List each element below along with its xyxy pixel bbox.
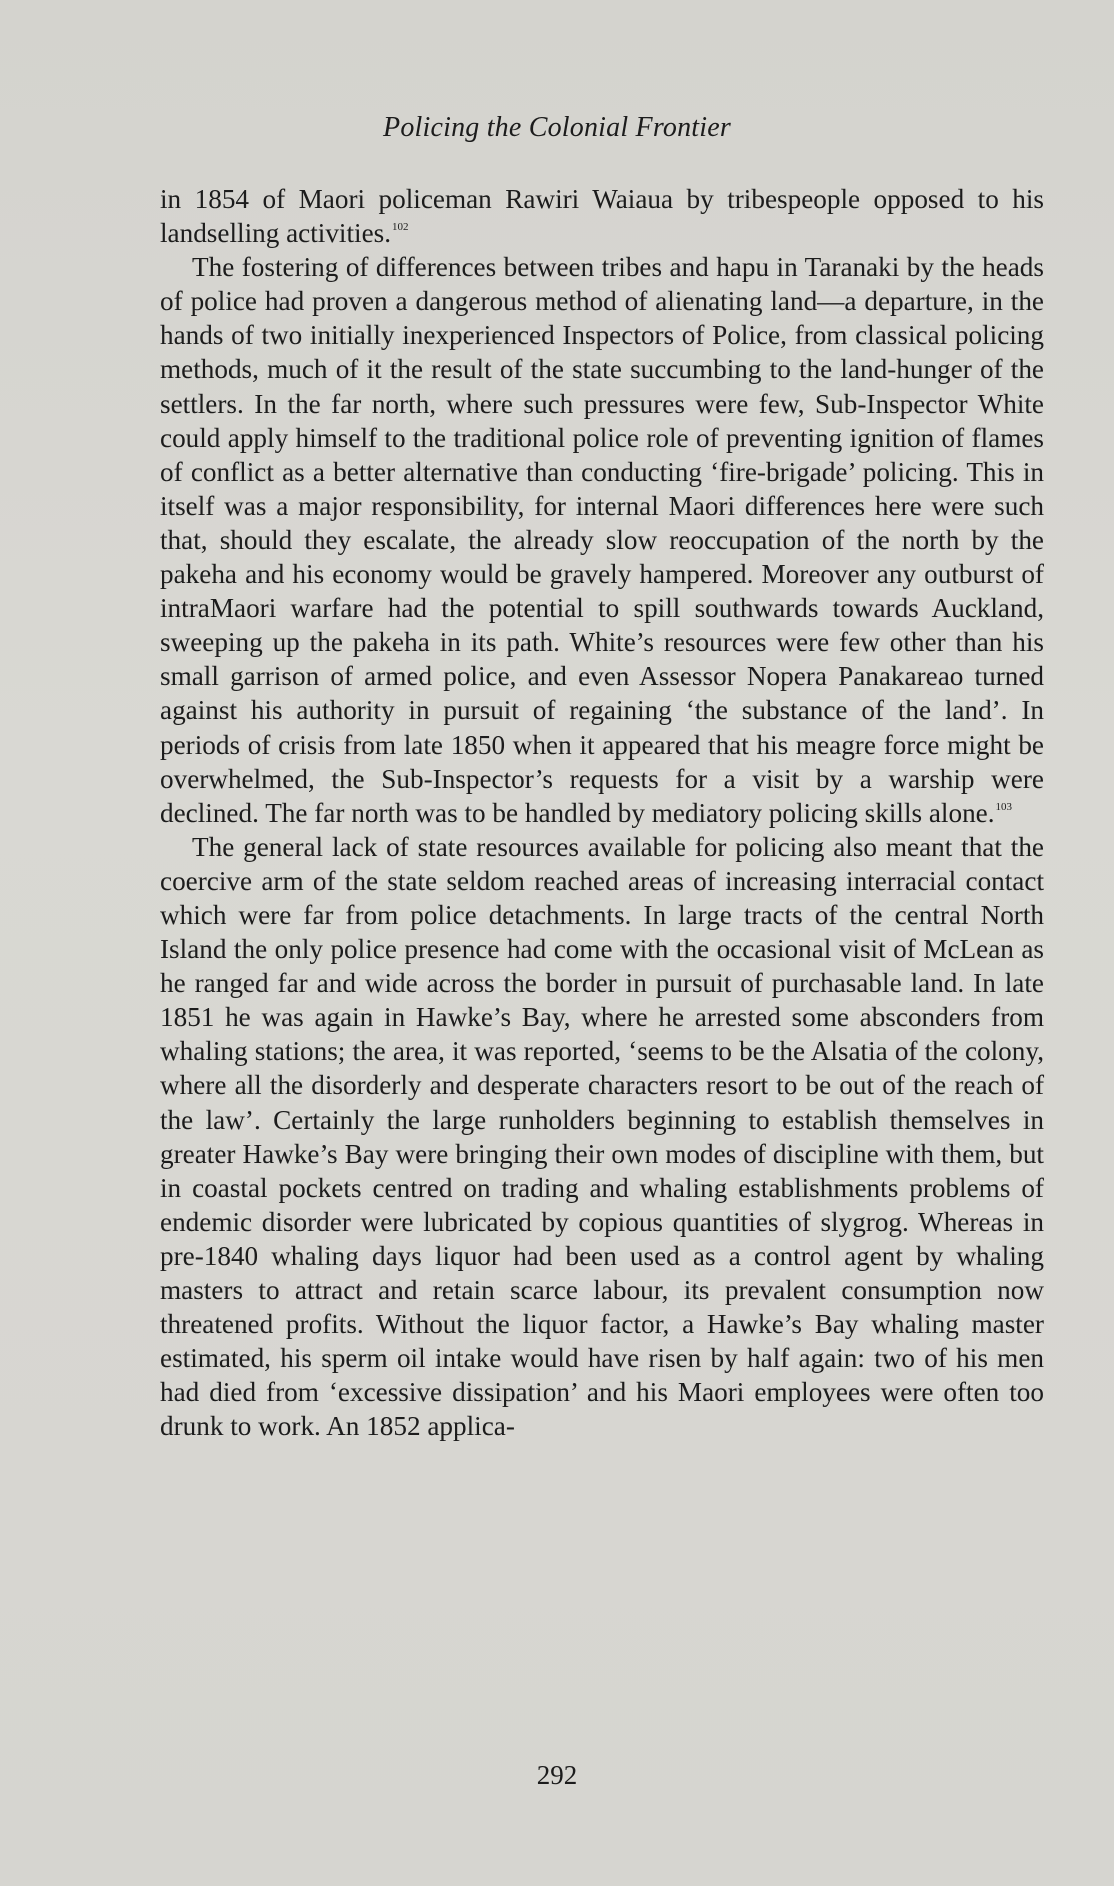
paragraph-3-text: The general lack of state resources available for policing also meant that the coercive arm of the state seldom reached areas of increasing interracial contact which were far from police detachments. In large tracts of the central North Island the only police presence had come with the occasional visit of McLean as he ranged far and wide across the border in pursuit of purchasable land. In late 1851 he was again in Hawke’s Bay, where he arrested some absconders from whaling stations; the area, it was reported, ‘seems to be the Alsatia of the colony, where all the disorderly and desperate characters resort to be out of the reach of the law’. Certainly the large runholders beginning to establish themselves in greater Hawke’s Bay were bringing their own modes of discipline with them, but in coastal pockets centred on trading and whaling establishments problems of endemic disorder were lubricated by copious quantities of slygrog. Whereas in pre-1840 whaling days liquor had been used as a control agent by whaling masters to attract and retain scarce labour, its prevalent consumption now threatened profits. Without the liquor factor, a Hawke’s Bay whaling master estimated, his sperm oil intake would have risen by half again: two of his men had died from ‘excessive dissipation’ and his Maori employees were often too drunk to work. An 1852 applica- [160, 831, 1044, 1442]
footnote-marker: 102 [392, 221, 409, 234]
paragraph-3 [160, 830, 1044, 1444]
footnote-marker: 103 [995, 800, 1013, 813]
paragraph-1 [160, 182, 1044, 250]
paragraph-2 [160, 250, 1044, 830]
running-head: Policing the Colonial Frontier [383, 112, 731, 143]
body-text [160, 182, 1044, 1443]
paragraph-1-text: in 1854 of Maori policeman Rawiri Waiaua by tribespeople opposed to his landselling activities. [160, 184, 1044, 249]
paragraph-2-text: The fostering of differences between tribes and hapu in Taranaki by the heads of police had proven a dangerous method of alienating land—a departure, in the hands of two initially inexperienced Inspectors of Police, from classical policing methods, much of it the result of the state succumbing to the land-hunger of the settlers. In the far north, where such pressures were few, Sub-Inspector White could apply himself to the traditional police role of preventing ignition of flames of conflict as a better alternative than conducting ‘fire-brigade’ policing. This in itself was a major responsibility, for internal Maori differences here were such that, should they escalate, the already slow reoccupation of the north by the pakeha and his economy would be gravely hampered. Moreover any outburst of intraMaori warfare had the potential to spill southwards towards Auckland, sweeping up the pakeha in its path. White’s resources were few other than his small garrison of armed police, and even Assessor Nopera Panakareao turned against his authority in pursuit of regaining ‘the substance of the land’. In periods of crisis from late 1850 when it appeared that his meagre force might be overwhelmed, the Sub-Inspector’s requests for a visit by a warship were declined. The far north was to be handled by mediatory policing skills alone. [160, 252, 1044, 828]
page-number: 292 [536, 1760, 578, 1790]
